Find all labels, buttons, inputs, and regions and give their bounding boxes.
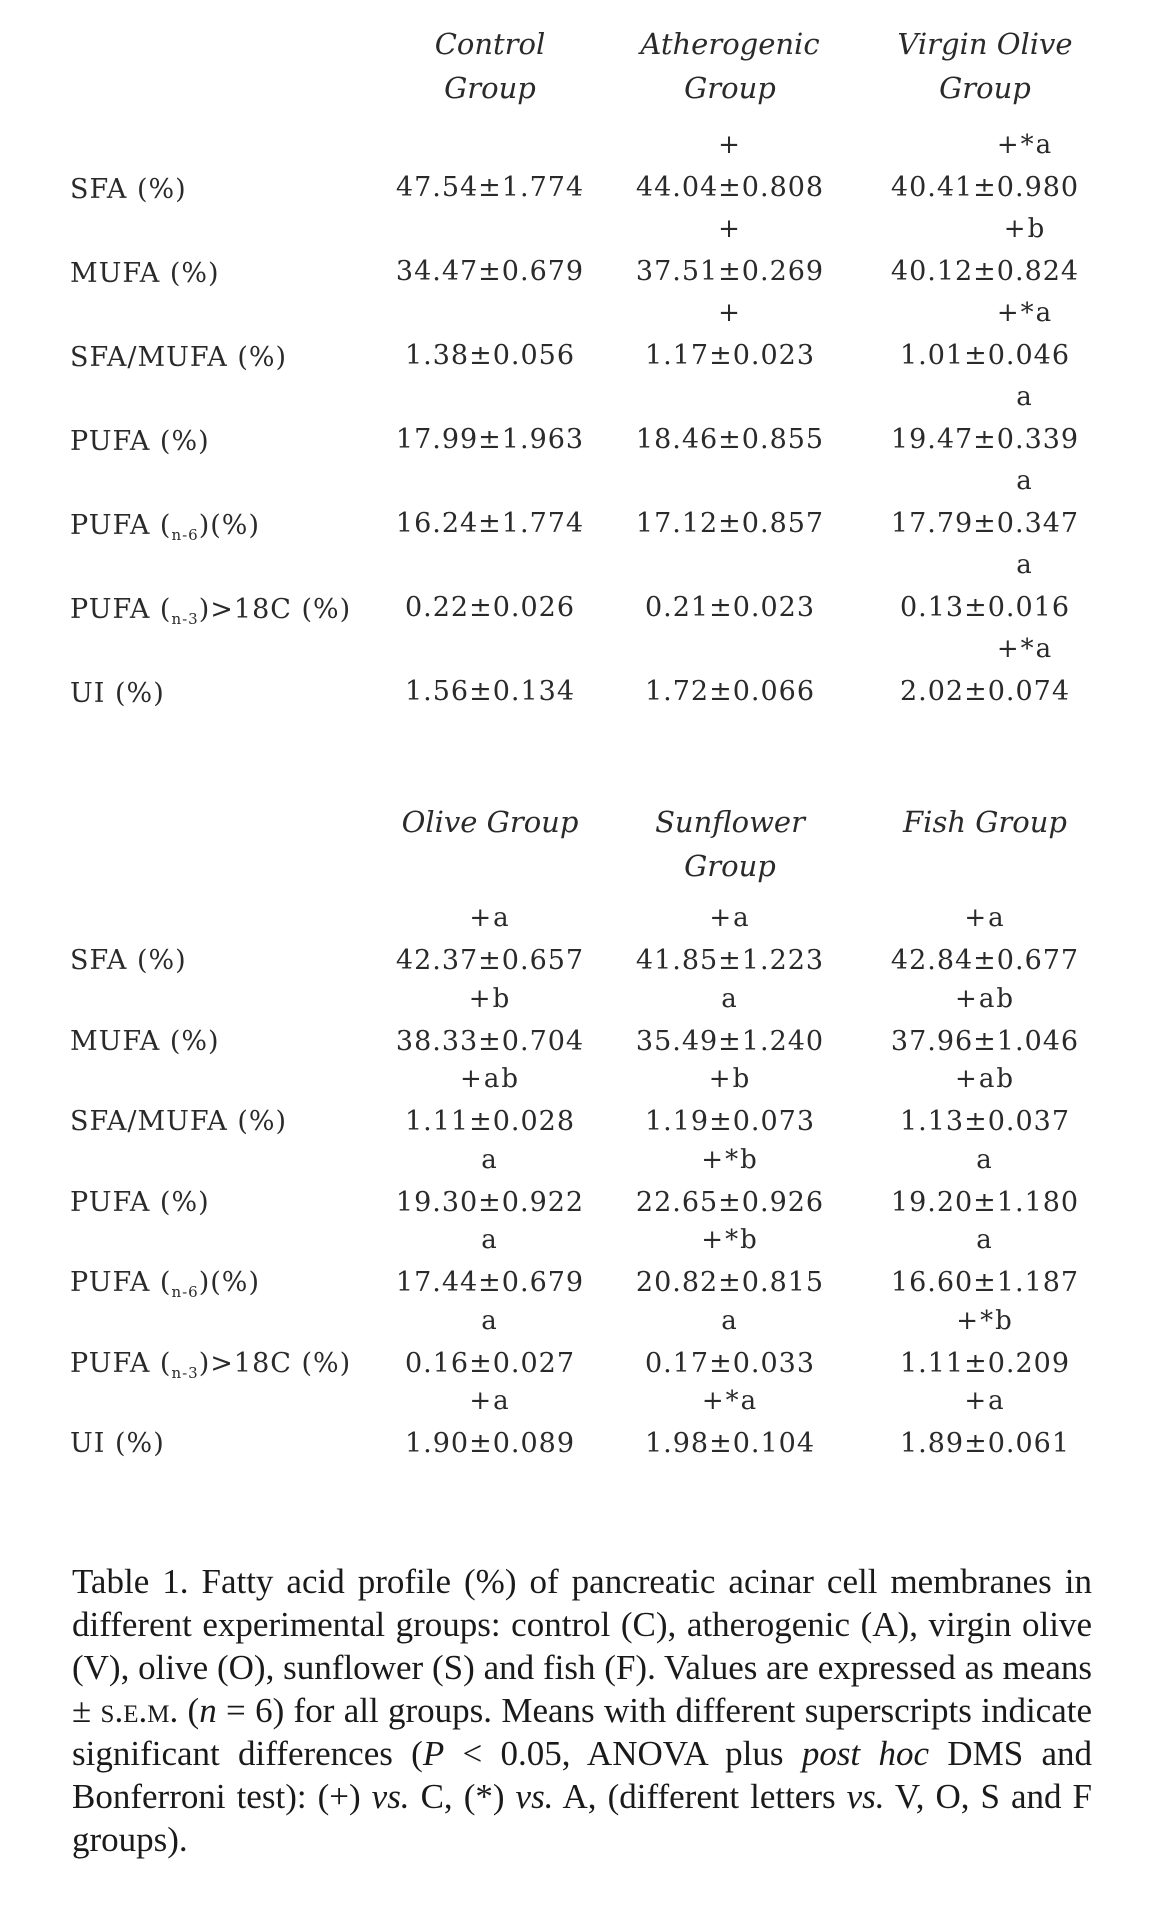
table-cell-value: 1.13±0.037 — [899, 1106, 1071, 1137]
table-cell-value: 34.47±0.679 — [395, 256, 585, 287]
row-label — [70, 342, 287, 373]
column-header-line1: Olive Group — [401, 805, 579, 839]
column-header — [350, 800, 630, 844]
table-cell-value: 42.84±0.677 — [890, 945, 1080, 976]
table-cell-value: 0.17±0.033 — [644, 1347, 816, 1379]
caption-text: V, O, S and F groups). — [72, 1777, 1093, 1859]
table-cell-value: 1.19±0.073 — [644, 1106, 816, 1137]
significance-marker: +b — [708, 1064, 752, 1094]
significance-marker: + — [718, 130, 742, 160]
column-header — [590, 800, 870, 888]
significance-marker: +b — [1003, 214, 1047, 244]
row-label-text: PUFA ( — [70, 510, 172, 541]
caption-text: DMS and Bonferroni test): (+) — [72, 1734, 1092, 1816]
row-label — [70, 1267, 260, 1301]
table-cell-value: 1.38±0.056 — [404, 340, 576, 371]
table-cell-value: 0.13±0.016 — [899, 592, 1071, 623]
row-label-tail: )>18C (%) — [198, 1347, 352, 1379]
table-cell-value: 38.33±0.704 — [395, 1025, 585, 1057]
row-label-subscript: n-6 — [171, 526, 199, 544]
row-label-text: UI (%) — [70, 678, 165, 709]
caption-sem: s.e.m. — [100, 1691, 179, 1730]
significance-marker: a — [976, 1144, 994, 1175]
table-cell-value: 1.11±0.028 — [404, 1106, 576, 1137]
significance-marker: +*b — [701, 1144, 759, 1175]
row-label-text: MUFA (%) — [70, 1025, 220, 1057]
table-cell-value: 20.82±0.815 — [635, 1267, 825, 1298]
table-cell-value: 1.17±0.023 — [644, 340, 816, 371]
caption-text: < 0.05, ANOVA plus — [444, 1734, 802, 1773]
significance-marker: +*a — [996, 298, 1054, 328]
table-cell-value: 2.02±0.074 — [899, 676, 1071, 707]
table-cell-value: 17.79±0.347 — [890, 508, 1080, 539]
row-label — [70, 1106, 287, 1137]
table-cell-value: 40.12±0.824 — [890, 256, 1080, 287]
significance-marker: +a — [709, 903, 751, 933]
significance-marker: +a — [964, 903, 1006, 933]
table-caption — [72, 1560, 1092, 1861]
row-label-subscript: n-6 — [171, 1283, 199, 1301]
row-label-text: SFA/MUFA (%) — [70, 342, 288, 373]
significance-marker: +*b — [956, 1305, 1014, 1336]
column-header-line2: Group — [444, 71, 536, 105]
significance-marker: +*a — [996, 130, 1054, 160]
row-label-tail: )(%) — [198, 510, 260, 541]
significance-marker: a — [1016, 550, 1034, 580]
table-cell-value: 17.99±1.963 — [395, 424, 585, 455]
table-cell-value: 41.85±1.223 — [635, 945, 825, 976]
table-cell-value: 18.46±0.855 — [635, 424, 825, 455]
table-cell-value: 1.11±0.209 — [899, 1347, 1071, 1379]
row-label — [70, 1026, 220, 1057]
column-header-line2: Group — [684, 71, 776, 105]
row-label — [70, 510, 260, 544]
table-cell-value: 35.49±1.240 — [635, 1025, 825, 1057]
significance-marker: +a — [964, 1386, 1006, 1416]
column-header-line1: Atherogenic — [640, 27, 820, 61]
row-label — [70, 1187, 210, 1218]
row-label-subscript: n-3 — [171, 610, 199, 628]
table-cell-value: 37.96±1.046 — [890, 1025, 1080, 1057]
row-label — [70, 1428, 165, 1459]
column-header — [350, 22, 630, 110]
row-label-text: SFA (%) — [70, 174, 187, 205]
table-cell-value: 16.60±1.187 — [890, 1267, 1080, 1298]
caption-text: Table 1. Fatty acid profile (%) of pancreatic acinar cell membranes in different experimental groups: control (C), atherogenic (A), virgin olive (V), olive (O), sunflower (S) and fish (F). Values are expressed as means ± — [72, 1562, 1092, 1730]
row-label-text: PUFA ( — [70, 1347, 172, 1379]
caption-p: P — [422, 1734, 445, 1773]
table-cell-value: 42.37±0.657 — [395, 945, 585, 976]
row-label-text: SFA (%) — [70, 945, 187, 976]
significance-marker: a — [721, 1305, 739, 1336]
significance-marker: +a — [469, 1386, 511, 1416]
significance-marker: +*a — [996, 634, 1054, 664]
significance-marker: a — [481, 1225, 499, 1255]
table-cell-value: 0.22±0.026 — [404, 592, 576, 623]
significance-marker: a — [721, 983, 739, 1014]
significance-marker: a — [481, 1305, 499, 1336]
caption-vs: vs. — [846, 1777, 885, 1816]
table-cell-value: 1.89±0.061 — [899, 1428, 1071, 1459]
column-header-line2: Group — [939, 71, 1031, 105]
table-cell-value: 1.90±0.089 — [404, 1428, 576, 1459]
column-header — [845, 22, 1125, 110]
row-label — [70, 594, 351, 628]
table-cell-value: 16.24±1.774 — [395, 508, 585, 539]
caption-posthoc: post hoc — [801, 1734, 929, 1773]
row-label-tail: )>18C (%) — [198, 594, 352, 625]
table-cell-value: 19.30±0.922 — [395, 1186, 585, 1218]
row-label — [70, 1348, 351, 1382]
significance-marker: a — [1016, 382, 1034, 412]
caption-text: = 6) for all groups. Means with different superscripts indicate significant differences ( — [72, 1691, 1092, 1773]
table-cell-value: 19.47±0.339 — [890, 424, 1080, 455]
significance-marker: +a — [469, 903, 511, 933]
column-header — [590, 22, 870, 110]
significance-marker: a — [1016, 466, 1034, 496]
row-label — [70, 945, 187, 976]
table-cell-value: 22.65±0.926 — [635, 1186, 825, 1218]
row-label — [70, 174, 187, 205]
significance-marker: a — [481, 1144, 499, 1175]
row-label — [70, 426, 210, 457]
caption-n: n — [199, 1691, 217, 1730]
significance-marker: +ab — [955, 1064, 1015, 1094]
table-cell-value: 1.98±0.104 — [644, 1428, 816, 1459]
table-cell-value: 44.04±0.808 — [635, 172, 825, 203]
row-label — [70, 258, 220, 289]
significance-marker: +*a — [701, 1386, 759, 1416]
caption-vs: vs. — [515, 1777, 554, 1816]
significance-marker: + — [718, 214, 742, 244]
column-header-line2: Group — [684, 849, 776, 883]
column-header-line1: Control — [434, 27, 546, 61]
row-label-text: PUFA ( — [70, 594, 172, 625]
caption-vs: vs. — [371, 1777, 410, 1816]
row-label-subscript: n-3 — [171, 1363, 199, 1382]
table-cell-value: 0.21±0.023 — [644, 592, 816, 623]
table-cell-value: 47.54±1.774 — [395, 172, 585, 203]
row-label-tail: )(%) — [198, 1267, 260, 1298]
significance-marker: +b — [468, 983, 512, 1014]
table-cell-value: 19.20±1.180 — [890, 1186, 1080, 1218]
row-label-text: PUFA ( — [70, 1267, 172, 1298]
row-label-text: SFA/MUFA (%) — [70, 1106, 288, 1137]
caption-text: C, (*) — [409, 1777, 516, 1816]
row-label-text: PUFA (%) — [70, 1186, 210, 1218]
significance-marker: + — [718, 298, 742, 328]
caption-text: A, (different letters — [553, 1777, 847, 1816]
column-header — [845, 800, 1125, 844]
significance-marker: +ab — [955, 983, 1015, 1014]
table-cell-value: 40.41±0.980 — [890, 172, 1080, 203]
table-cell-value: 1.72±0.066 — [644, 676, 816, 707]
table-cell-value: 1.56±0.134 — [404, 676, 576, 707]
table-cell-value: 0.16±0.027 — [404, 1347, 576, 1379]
table-cell-value: 1.01±0.046 — [899, 340, 1071, 371]
significance-marker: +ab — [460, 1064, 520, 1094]
table-cell-value: 17.12±0.857 — [635, 508, 825, 539]
caption-text: ( — [178, 1691, 200, 1730]
row-label-text: PUFA (%) — [70, 426, 210, 457]
row-label-text: MUFA (%) — [70, 258, 220, 289]
significance-marker: +*b — [701, 1225, 759, 1255]
significance-marker: a — [976, 1225, 994, 1255]
table-cell-value: 17.44±0.679 — [395, 1267, 585, 1298]
column-header-line1: Virgin Olive — [897, 27, 1073, 61]
row-label-text: UI (%) — [70, 1428, 165, 1459]
table-cell-value: 37.51±0.269 — [635, 256, 825, 287]
column-header-line1: Sunflower — [655, 805, 805, 839]
column-header-line1: Fish Group — [903, 805, 1067, 839]
row-label — [70, 678, 165, 709]
